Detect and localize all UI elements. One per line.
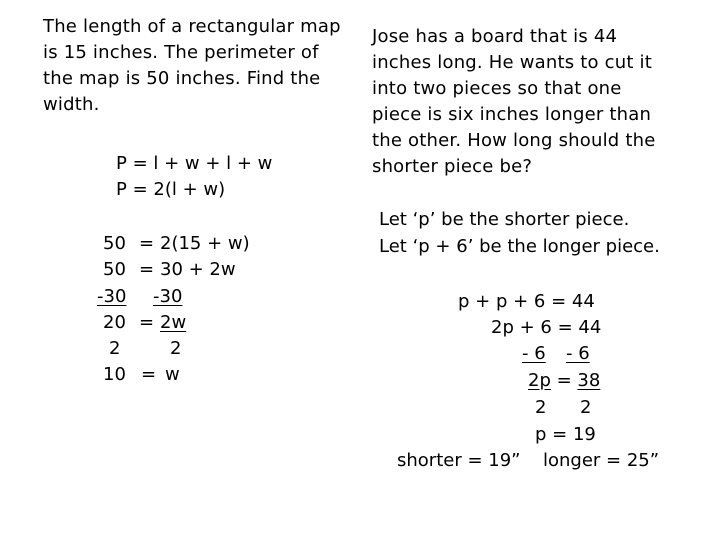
work-lhs: -30 — [97, 286, 127, 307]
work-lhs: 50 — [103, 259, 126, 280]
left-problem-text — [43, 14, 343, 118]
answer-longer: longer = 25” — [543, 450, 660, 471]
equation-term: 38 — [577, 370, 601, 391]
divide-two-left: 2 — [535, 397, 547, 418]
work-equals: = — [139, 233, 155, 254]
right-problem-line: Jose has a board that is 44 — [372, 26, 618, 47]
work-lhs: 20 — [103, 312, 126, 333]
work-lhs: 2 — [109, 338, 121, 359]
equation-line: p + p + 6 = 44 — [458, 291, 595, 312]
left-problem-line: is 15 inches. The perimeter of — [43, 42, 319, 63]
left-problem-line: width. — [43, 94, 100, 115]
left-problem-line: the map is 50 inches. Find the — [43, 68, 321, 89]
work-rhs: 2(15 + w) — [160, 233, 250, 254]
equation-line: 2p + 6 = 44 — [491, 317, 602, 338]
subtract-six-right: - 6 — [566, 343, 590, 364]
right-problem-line: shorter piece be? — [372, 156, 533, 177]
right-problem-text — [372, 24, 672, 180]
equation-equals: = — [550, 370, 578, 391]
perimeter-formula: P = l + w + l + w — [116, 153, 273, 174]
let-statement-shorter: Let ‘p’ be the shorter piece. — [379, 209, 630, 230]
work-equals: = — [139, 312, 155, 333]
work-rhs: -30 — [153, 286, 183, 307]
equation-term: 2p — [528, 370, 551, 391]
work-rhs: w — [165, 364, 180, 385]
right-problem-line: piece is six inches longer than — [372, 104, 652, 125]
work-rhs: 2 — [170, 338, 182, 359]
work-lhs: 50 — [103, 233, 126, 254]
work-equals: = — [141, 364, 157, 385]
work-rhs: 30 + 2w — [160, 259, 236, 280]
answer-shorter: shorter = 19” — [397, 450, 521, 471]
work-equals: = — [139, 259, 155, 280]
equation-solution: p = 19 — [535, 424, 596, 445]
equation-line — [528, 370, 600, 392]
right-problem-line: into two pieces so that one — [372, 78, 622, 99]
perimeter-formula-factored: P = 2(l + w) — [116, 179, 226, 200]
right-problem-line: the other. How long should the — [372, 130, 656, 151]
subtract-six-left: - 6 — [522, 343, 546, 364]
right-problem-line: inches long. He wants to cut it — [372, 52, 652, 73]
left-problem-line: The length of a rectangular map — [43, 16, 341, 37]
work-rhs: 2w — [160, 312, 187, 333]
work-lhs: 10 — [103, 364, 126, 385]
let-statement-longer: Let ‘p + 6’ be the longer piece. — [379, 236, 660, 257]
divide-two-right: 2 — [580, 397, 592, 418]
